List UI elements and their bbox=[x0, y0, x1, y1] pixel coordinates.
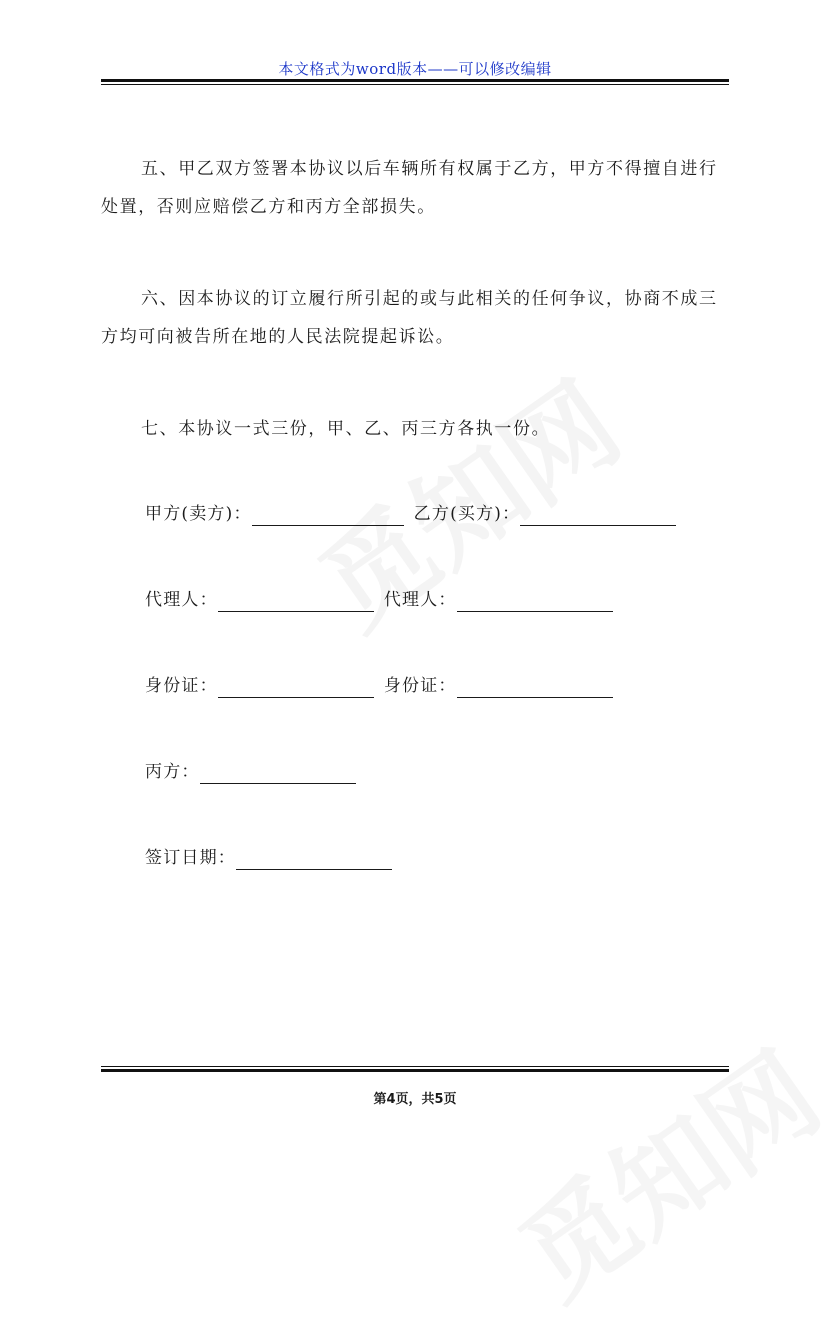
document-header: 本文格式为word版本——可以修改编辑 bbox=[278, 60, 552, 78]
page-number: 第4页，共5页 bbox=[373, 1092, 457, 1107]
header-rule-thick bbox=[101, 79, 729, 82]
party-b-blank[interactable] bbox=[520, 505, 676, 526]
id-b-label: 身份证： bbox=[383, 676, 457, 696]
clause-five: 五、甲乙双方签署本协议以后车辆所有权属于乙方，甲方不得擅自进行处置，否则应赔偿乙方和丙方全部损失。 bbox=[101, 159, 718, 217]
clause-six: 六、因本协议的订立履行所引起的或与此相关的任何争议，协商不成三方均可向被告所在地的人民法院提起诉讼。 bbox=[101, 289, 718, 347]
sign-date-row bbox=[145, 846, 392, 870]
agent-b-blank[interactable] bbox=[457, 591, 613, 612]
header-rule-thin bbox=[101, 84, 729, 85]
party-a-label: 甲方(卖方)： bbox=[145, 504, 252, 524]
party-c-blank[interactable] bbox=[200, 763, 356, 784]
footer-rule-thin bbox=[101, 1066, 729, 1067]
agent-row bbox=[145, 588, 613, 612]
id-b-blank[interactable] bbox=[457, 677, 613, 698]
party-c-label: 丙方： bbox=[145, 762, 200, 782]
agent-a-blank[interactable] bbox=[218, 591, 374, 612]
footer-rule-thick bbox=[101, 1069, 729, 1072]
watermark-bottom bbox=[485, 1010, 830, 1328]
party-c-row bbox=[145, 760, 356, 784]
id-a-label: 身份证： bbox=[145, 676, 218, 696]
sign-date-label: 签订日期： bbox=[145, 848, 236, 868]
party-a-blank[interactable] bbox=[252, 505, 404, 526]
party-row bbox=[145, 502, 676, 526]
sign-date-blank[interactable] bbox=[236, 849, 392, 870]
agent-b-label: 代理人： bbox=[383, 590, 457, 610]
agent-a-label: 代理人： bbox=[145, 590, 218, 610]
id-row bbox=[145, 674, 613, 698]
id-a-blank[interactable] bbox=[218, 677, 374, 698]
clause-seven: 七、本协议一式三份，甲、乙、丙三方各执一份。 bbox=[141, 419, 551, 439]
party-b-label: 乙方(买方)： bbox=[413, 504, 521, 524]
